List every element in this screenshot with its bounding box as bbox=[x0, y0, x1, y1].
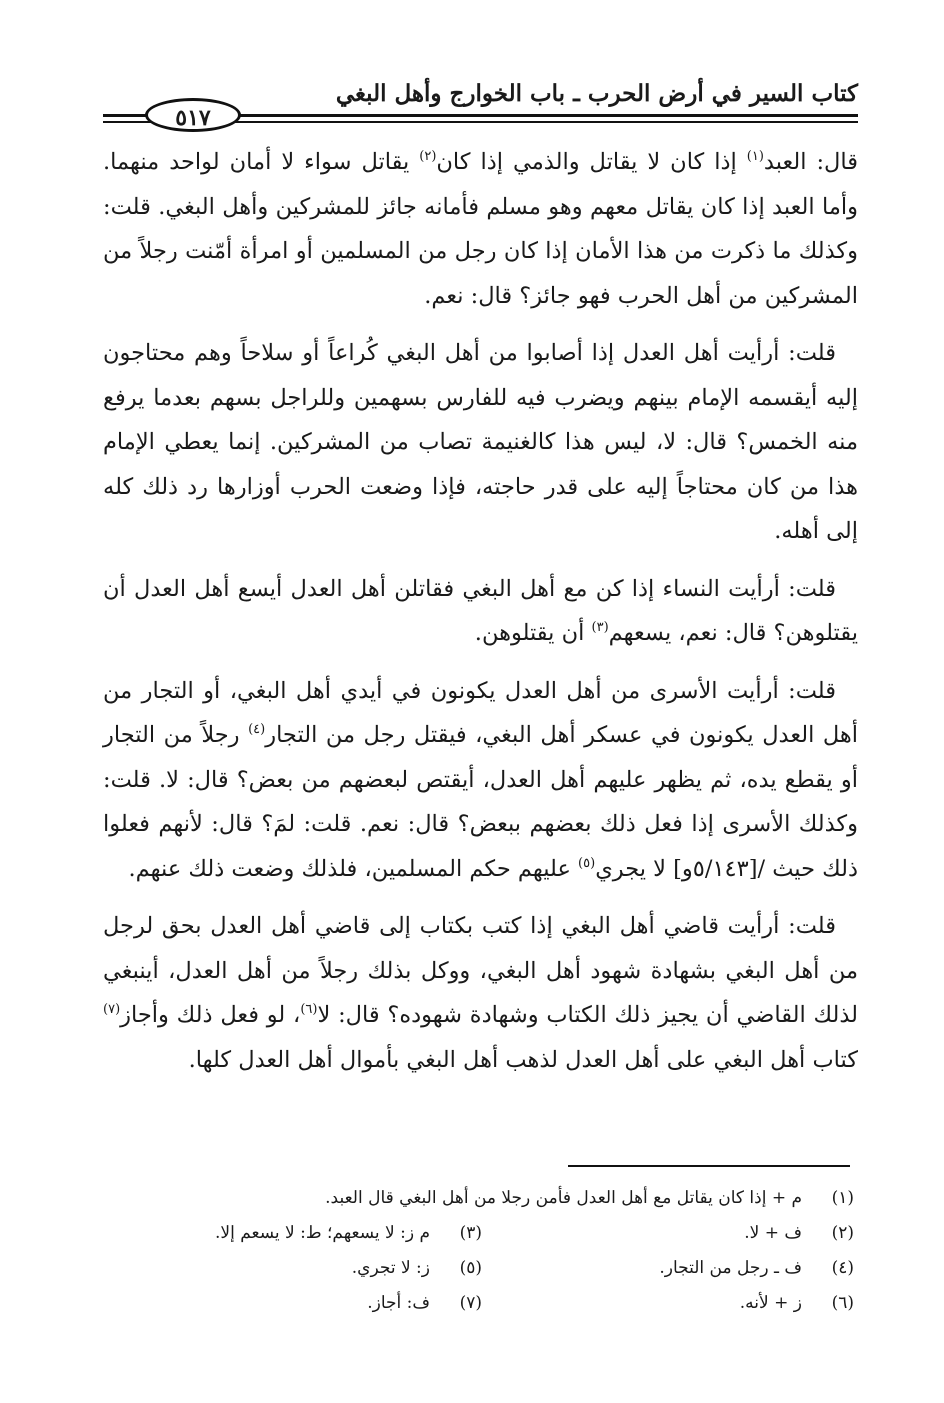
footnote-text: ز + لأنه. bbox=[739, 1292, 802, 1313]
footnote-number: (٢) bbox=[831, 1222, 854, 1243]
footnote-text: ف + لا. bbox=[744, 1222, 802, 1243]
text-run: قلت: أرأيت الأسرى من أهل العدل يكونون في أيدي أهل البغي، أو التجار من أهل العدل يكونون في عسكر أهل البغي، فيقتل رجل من التجار bbox=[103, 677, 858, 748]
page-header bbox=[103, 72, 858, 132]
footnote-row bbox=[110, 1215, 854, 1250]
footnote-ref: (٢) bbox=[419, 149, 437, 164]
text-run: أن يقتلوهن. bbox=[474, 620, 592, 646]
footnote-number: (٤) bbox=[831, 1257, 854, 1278]
footnote-item bbox=[482, 1258, 854, 1278]
footnote-ref: (٥) bbox=[578, 855, 596, 871]
footnote-item bbox=[110, 1223, 482, 1243]
footnote-text: ف ـ رجل من التجار. bbox=[659, 1257, 802, 1278]
text-run: إذا كان لا يقاتل والذمي إذا كان bbox=[436, 149, 747, 175]
footnote-row bbox=[110, 1180, 854, 1215]
text-run: رجلاً من التجار أو يقطع يده، ثم يظهر عليهم أهل العدل، أيقتص لبعضهم من بعض؟ قال: لا. قلت: وكذلك الأسرى إذا فعل ذلك بعضهم ببعض؟ قال: نعم. قلت: لمَ؟ قال: لأنهم فعلوا ذلك حيث /[٥/١٤٣و] لا يجري bbox=[103, 722, 858, 882]
footnote-item bbox=[110, 1258, 482, 1278]
text-run: قلت: أرأيت النساء إذا كن مع أهل البغي فقاتلن أهل العدل أيسع أهل العدل أن يقتلوهن؟ قال: نعم، يسعهم bbox=[103, 575, 858, 646]
text-run: ، لو فعل ذلك وأجاز bbox=[120, 1002, 301, 1028]
footnote-item bbox=[110, 1293, 482, 1313]
paragraph-2 bbox=[103, 331, 858, 554]
text-run: قلت: أرأيت قاضي أهل البغي إذا كتب بكتاب إلى قاضي أهل العدل بحق لرجل من أهل البغي بشهادة شهود أهل البغي، ووكل بذلك رجلاً من أهل العدل، أينبغي لذلك القاضي أن يجيز ذلك الكتاب وشهادة شهوده؟ قال: لا bbox=[103, 913, 858, 1028]
text-run: كتاب أهل البغي على أهل العدل لذهب أهل البغي بأموال أهل العدل كلها. bbox=[188, 1046, 858, 1073]
text-run: يقاتل سواء لا أمان لواحد منهما. وأما العبد إذا كان يقاتل معهم وهو مسلم فأمانه جائز للمشركين وأهل البغي. قلت: وكذلك ما ذكرت من هذا الأمان إذا كان رجل من المسلمين أو امرأة أمّنت رجلاً من المشركين من أهل الحرب فهو جائز؟ قال: نعم. bbox=[103, 149, 858, 309]
footnote-ref: (١) bbox=[746, 149, 764, 164]
footnote-item bbox=[482, 1223, 854, 1243]
footnote-ref: (٤) bbox=[248, 722, 266, 737]
footnote-number: (٧) bbox=[459, 1292, 482, 1313]
text-run: قلت: أرأيت أهل العدل إذا أصابوا من أهل البغي كُراعاً أو سلاحاً وهم محتاجون إليه أيقسمه الإمام بينهم ويضرب فيه للفارس بسهمين وللراجل بسهم بعدما يرفع منه الخمس؟ قال: لا، ليس هذا كالغنيمة تصاب من المشركين. إنما يعطي الإمام هذا من كان محتاجاً إليه على قدر حاجته، فإذا وضعت الحرب أوزارها رد ذلك كله إلى أهله. bbox=[103, 340, 858, 544]
footnote-ref: (٣) bbox=[591, 620, 609, 635]
footnote-text: م + إذا كان يقاتل مع أهل العدل فأمن رجلا من أهل البغي قال العبد. bbox=[325, 1187, 802, 1208]
footnote-number: (١) bbox=[831, 1187, 854, 1208]
footnote-number: (٦) bbox=[831, 1292, 854, 1313]
footnote-number: (٥) bbox=[459, 1257, 482, 1278]
page-number: ٥١٧ bbox=[145, 98, 241, 132]
footnote-text: ف: أجاز. bbox=[367, 1292, 430, 1313]
paragraph-1 bbox=[103, 140, 858, 318]
footnote-text: ز: لا تجري. bbox=[351, 1257, 430, 1278]
text-run: قال: العبد bbox=[763, 149, 858, 175]
footnotes bbox=[110, 1180, 854, 1320]
footnote-separator bbox=[568, 1165, 850, 1167]
running-title: كتاب السير في أرض الحرب ـ باب الخوارج وأهل البغي bbox=[335, 80, 858, 107]
footnote-row bbox=[110, 1285, 854, 1320]
paragraph-3 bbox=[103, 567, 858, 656]
footnote-number: (٣) bbox=[459, 1222, 482, 1243]
text-run: عليهم حكم المسلمين، فلذلك وضعت ذلك عنهم. bbox=[128, 855, 579, 882]
footnote-item bbox=[110, 1188, 854, 1208]
footnote-row bbox=[110, 1250, 854, 1285]
footnote-text: م ز: لا يسعهم؛ ط: لا يسعم إلا. bbox=[214, 1222, 430, 1243]
footnote-ref: (٧) bbox=[103, 1002, 121, 1017]
footnote-item bbox=[482, 1293, 854, 1313]
main-text bbox=[103, 140, 858, 1082]
footnote-ref: (٦) bbox=[300, 1002, 318, 1017]
paragraph-4 bbox=[103, 669, 858, 892]
paragraph-5 bbox=[103, 904, 858, 1082]
